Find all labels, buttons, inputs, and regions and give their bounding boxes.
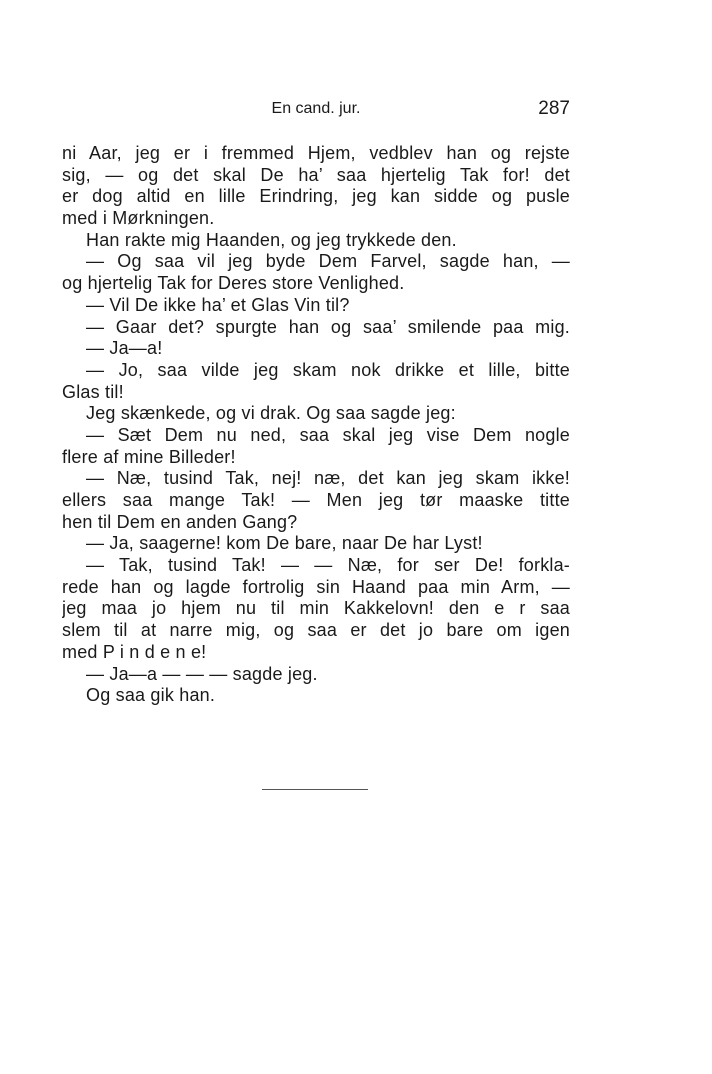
text-line: rede han og lagde fortrolig sin Haand paa min Arm, — (62, 576, 570, 597)
text-line: — Ja—a — — — sagde jeg. (86, 663, 318, 684)
text-line: Glas til! (62, 381, 124, 402)
text-line: Jeg skænkede, og vi drak. Og saa sagde jeg: (86, 403, 456, 424)
text-line: sig, — og det skal De ha’ saa hjertelig Tak for! det (62, 164, 570, 185)
text-line: — Sæt Dem nu ned, saa skal jeg vise Dem nogle (86, 424, 570, 445)
page-number: 287 (538, 98, 570, 119)
text-line: med P i n d e n e! (62, 641, 207, 662)
text-line: — Tak, tusind Tak! — — Næ, for ser De! forkla- (86, 555, 570, 576)
text-line: — Og saa vil jeg byde Dem Farvel, sagde han, — (86, 251, 570, 272)
text-line: og hjertelig Tak for Deres store Venlighed. (62, 273, 405, 294)
text-line: jeg maa jo hjem nu til min Kakkelovn! den e r saa (62, 598, 570, 619)
body-text (62, 143, 570, 707)
text-line: — Gaar det? spurgte han og saa’ smilende paa mig. (86, 316, 570, 337)
text-line: er dog altid en lille Erindring, jeg kan sidde og pusle (62, 186, 570, 207)
text-line: flere af mine Billeder! (62, 446, 236, 467)
text-line: Han rakte mig Haanden, og jeg trykkede den. (86, 229, 457, 250)
text-line: — Næ, tusind Tak, nej! næ, det kan jeg skam ikke! (86, 468, 570, 489)
running-header (62, 98, 570, 122)
section-end-rule (262, 789, 368, 790)
text-line: Og saa gik han. (86, 685, 216, 706)
text-line: — Vil De ikke ha’ et Glas Vin til? (86, 294, 350, 315)
text-line: — Ja—a! (86, 338, 163, 359)
text-line: slem til at narre mig, og saa er det jo bare om igen (62, 620, 570, 641)
text-line: ni Aar, jeg er i fremmed Hjem, vedblev han og rejste (62, 143, 570, 163)
text-line: — Jo, saa vilde jeg skam nok drikke et lille, bitte (86, 359, 570, 380)
text-line: med i Mørkningen. (62, 208, 215, 229)
text-line: hen til Dem en anden Gang? (62, 511, 298, 532)
text-line: — Ja, saagerne! kom De bare, naar De har Lyst! (86, 533, 483, 554)
text-line: ellers saa mange Tak! — Men jeg tør maaske titte (62, 490, 570, 510)
running-title: En cand. jur. (271, 100, 361, 117)
